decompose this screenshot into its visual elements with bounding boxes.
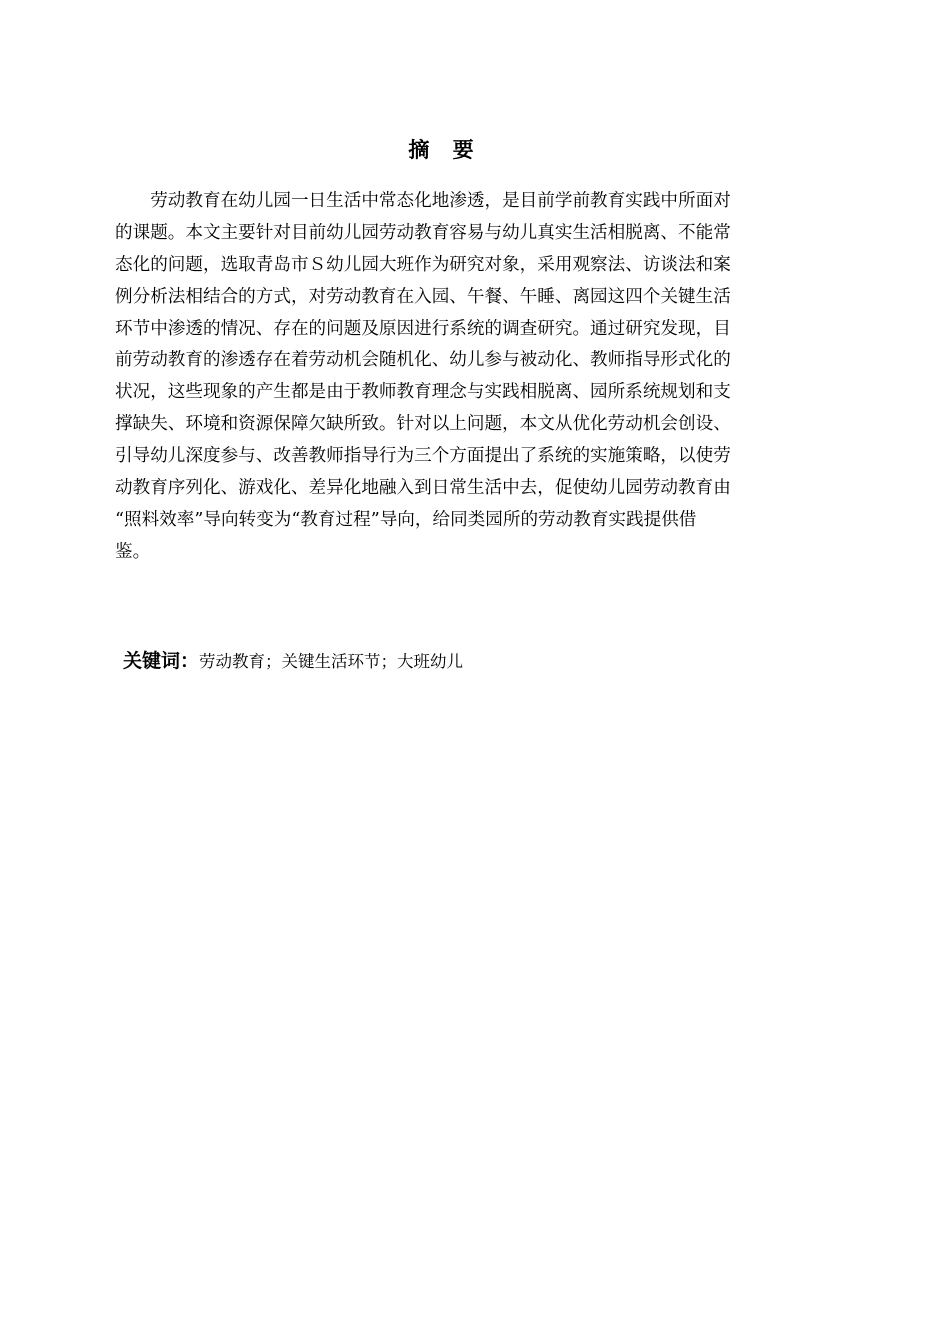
keywords-value: 劳动教育；关键生活环节；大班幼儿	[199, 652, 464, 671]
abstract-line: 劳动教育在幼儿园一日生活中常态化地渗透，是目前学前教育实践中所面对	[115, 191, 731, 211]
abstract-line: 鉴。	[115, 541, 151, 562]
abstract-line: 状况，这些现象的产生都是由于教师教育理念与实践相脱离、园所系统规划和支	[115, 382, 731, 403]
abstract-line: 态化的问题，选取青岛市Ｓ幼儿园大班作为研究对象，采用观察法、访谈法和案	[115, 254, 731, 275]
abstract-line: 引导幼儿深度参与、改善教师指导行为三个方面提出了系统的实施策略，以使劳	[115, 446, 731, 467]
keywords-label: 关键词：	[123, 650, 200, 672]
abstract-line: 环节中渗透的情况、存在的问题及原因进行系统的调查研究。通过研究发现，目	[115, 318, 731, 339]
abstract-title: 摘 要	[408, 138, 482, 162]
abstract-line: 撑缺失、环境和资源保障欠缺所致。针对以上问题，本文从优化劳动机会创设、	[115, 414, 731, 435]
keywords-section	[123, 646, 463, 676]
abstract-line: 的课题。本文主要针对目前幼儿园劳动教育容易与幼儿真实生活相脱离、不能常	[115, 222, 731, 243]
abstract-line: 前劳动教育的渗透存在着劳动机会随机化、幼儿参与被动化、教师指导形式化的	[115, 350, 731, 371]
abstract-line: 例分析法相结合的方式，对劳动教育在入园、午餐、午睡、离园这四个关键生活	[115, 286, 731, 307]
abstract-line: “照料效率”导向转变为“教育过程”导向，给同类园所的劳动教育实践提供借	[115, 509, 697, 530]
abstract-line: 动教育序列化、游戏化、差异化地融入到日常生活中去，促使幼儿园劳动教育由	[115, 478, 731, 499]
abstract-body	[115, 186, 787, 569]
